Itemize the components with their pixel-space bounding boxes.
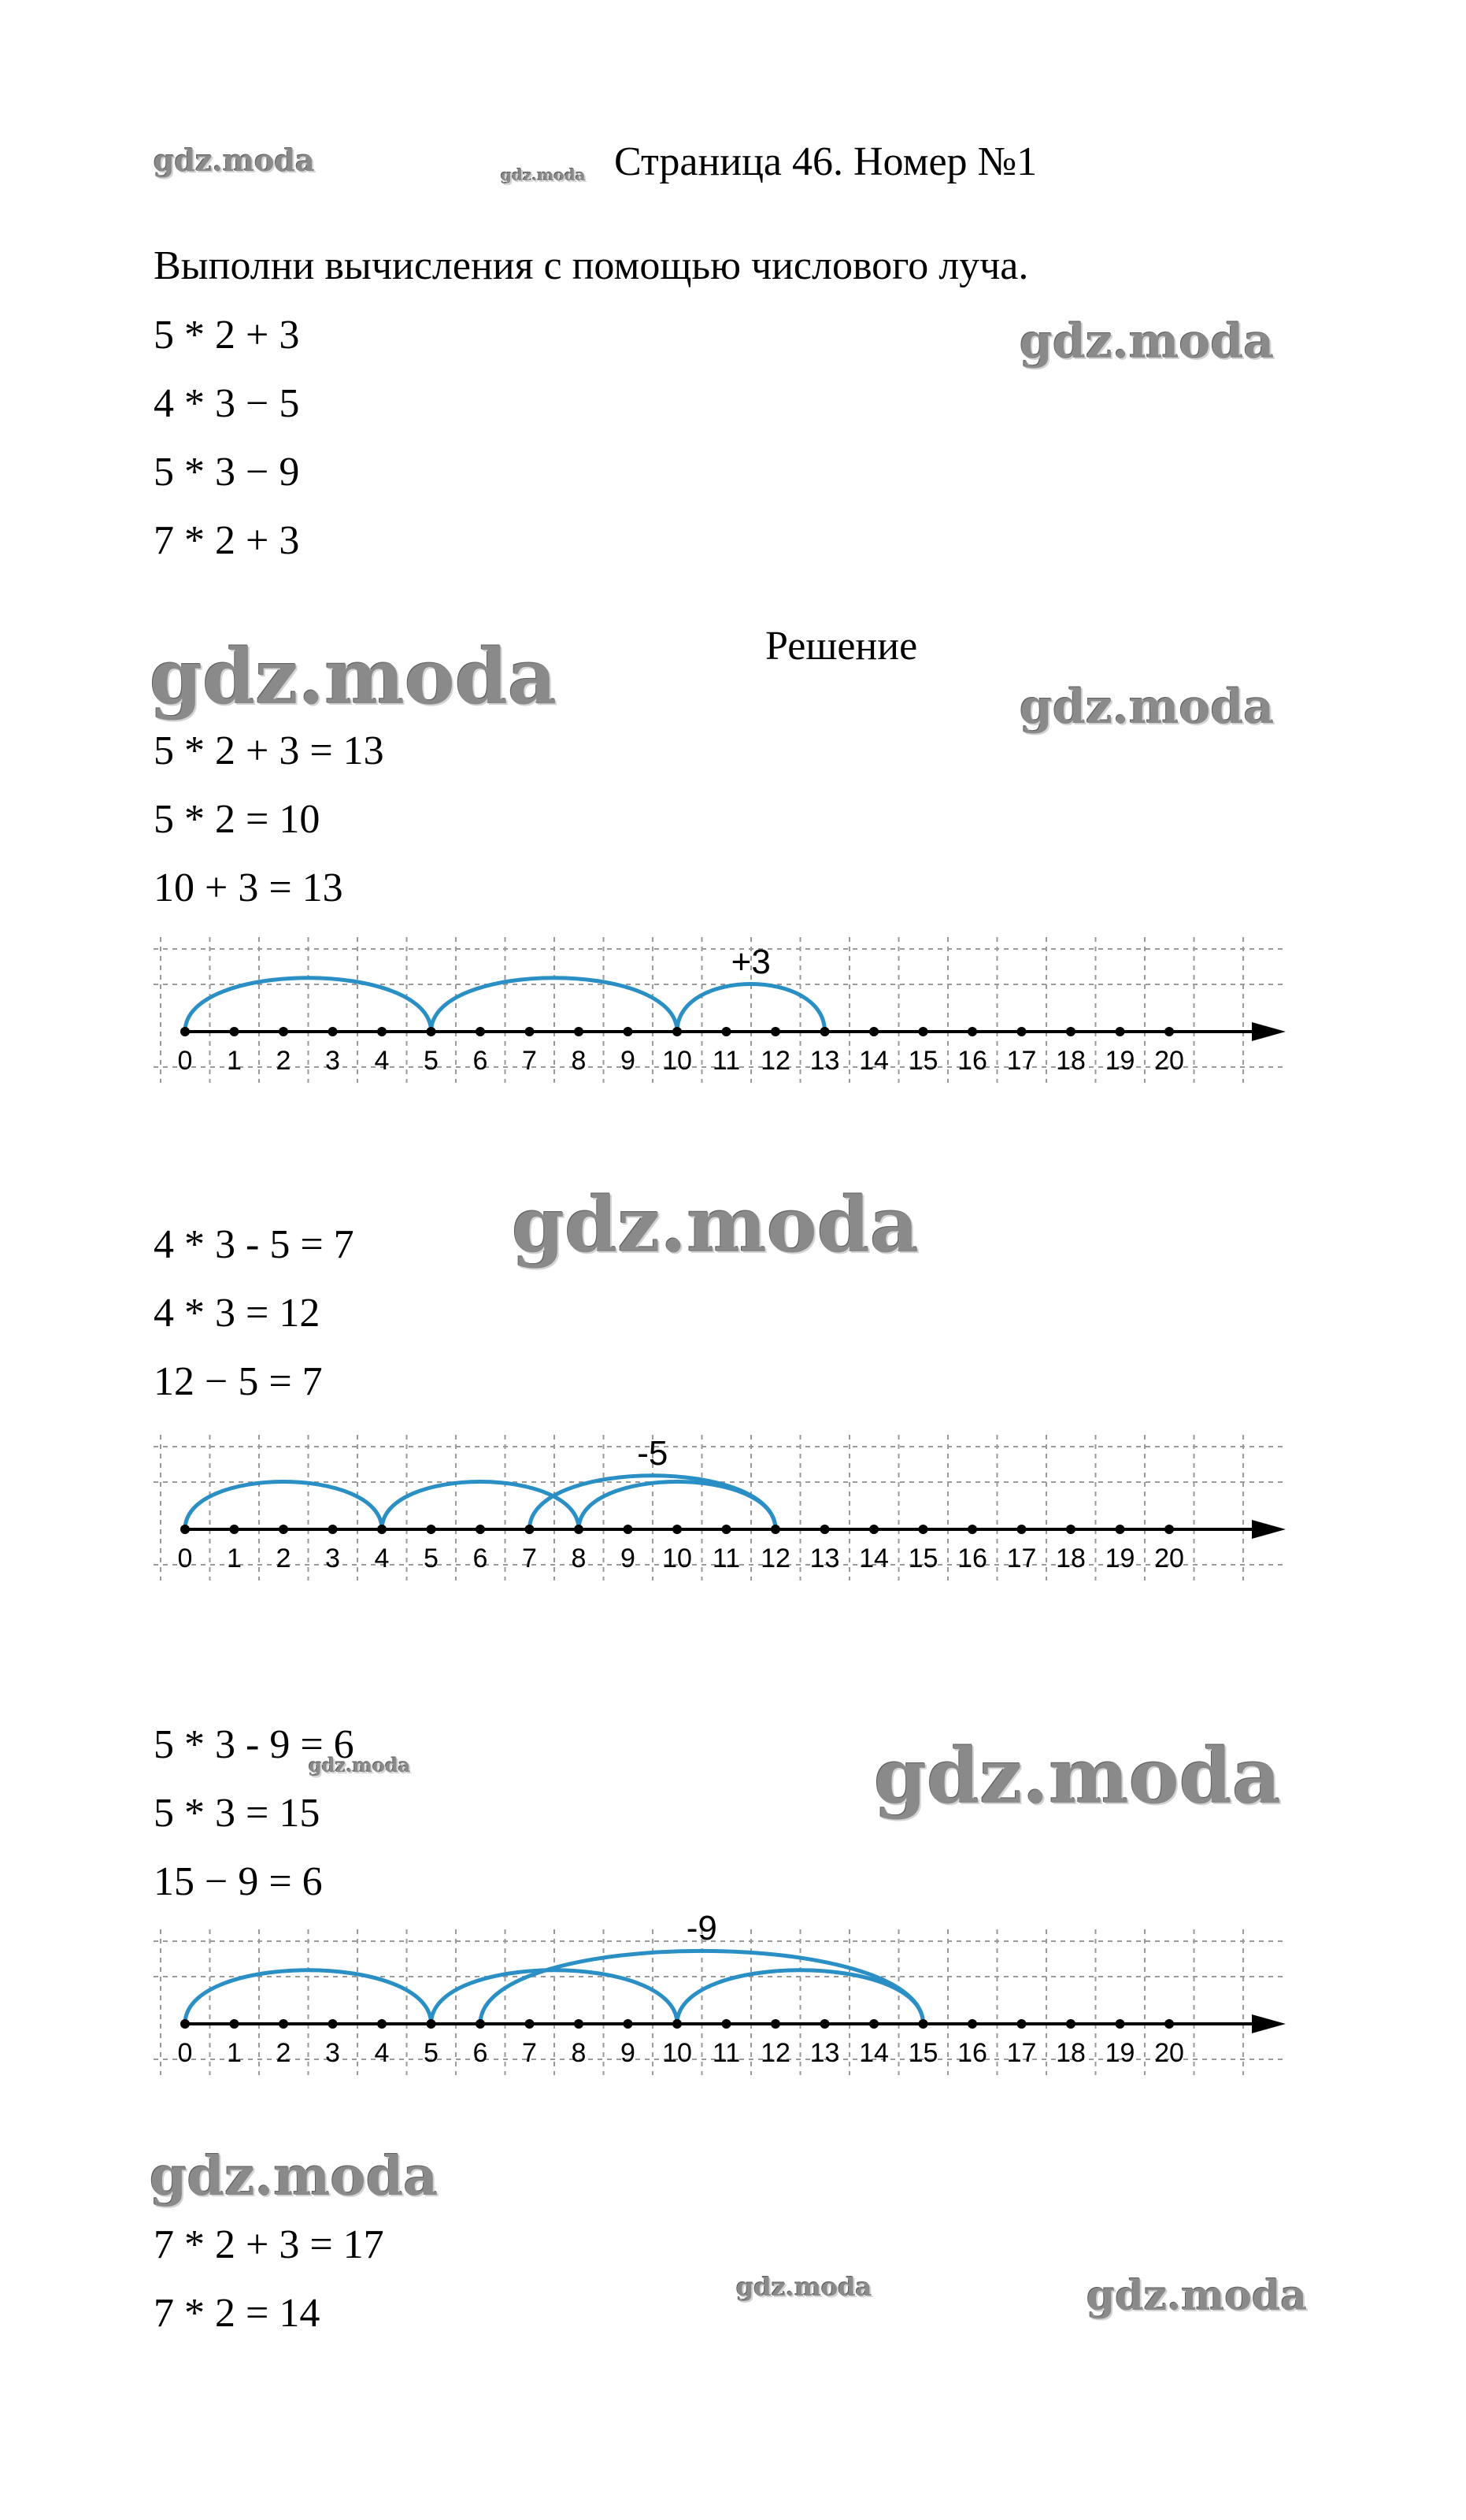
tick-label: 13 [809,2038,840,2068]
solution-line: 4 * 3 = 12 [154,1291,320,1336]
tick-label: 9 [620,2038,635,2068]
tick-label: 7 [522,1544,537,1573]
tick-dot [624,2019,633,2029]
tick-label: 8 [571,1544,587,1573]
tick-dot [230,1525,239,1534]
watermark: gdz.moda [874,1732,1282,1821]
tick-dot [820,1027,830,1036]
tick-label: 4 [374,1046,390,1076]
tick-label: 8 [571,2038,587,2068]
tick-label: 11 [712,1544,741,1573]
tick-label: 5 [424,1544,439,1573]
number-ray [154,1427,1287,1584]
tick-label: 9 [620,1046,635,1076]
tick-dot [1066,2019,1075,2029]
tick-label: 10 [662,1544,692,1573]
tick-dot [427,1525,436,1534]
tick-label: 15 [908,1544,938,1573]
watermark: gdz.moda [150,632,557,721]
tick-dot [180,1525,190,1534]
tick-label: 5 [424,1046,439,1076]
tick-label: 15 [908,1046,938,1076]
watermark: gdz.moda [1020,314,1275,369]
tick-dot [672,2019,682,2029]
tick-dot [377,2019,387,2029]
tick-dot [427,1027,436,1036]
axis-arrow [1252,2014,1286,2033]
tick-dot [427,2019,436,2029]
tick-dot [1017,1525,1027,1534]
tick-dot [722,1027,731,1036]
solution-line: 12 − 5 = 7 [154,1359,323,1404]
tick-label: 3 [325,1046,340,1076]
tick-dot [919,2019,928,2029]
tick-dot [968,1027,977,1036]
tick-label: 17 [1006,2038,1037,2068]
tick-label: 6 [472,2038,488,2068]
tick-label: 5 [424,2038,439,2068]
tick-dot [672,1027,682,1036]
task-expression: 5 * 2 + 3 [154,313,300,358]
watermark: gdz.moda [512,1180,920,1269]
tick-label: 17 [1006,1046,1037,1076]
tick-label: 12 [761,2038,790,2068]
tick-dot [476,2019,485,2029]
solution-heading: Решение [765,624,918,669]
tick-label: 2 [276,1046,291,1076]
watermark: gdz.moda [150,2145,439,2208]
tick-label: 16 [957,1046,987,1076]
watermark: gdz.moda [1020,680,1275,735]
tick-dot [1116,1027,1125,1036]
tick-dot [574,1525,583,1534]
tick-dot [1116,2019,1125,2029]
tick-label: 8 [571,1046,587,1076]
tick-label: 11 [712,1046,741,1076]
tick-dot [672,1525,682,1534]
tick-label: 16 [957,1544,987,1573]
tick-label: 15 [908,2038,938,2068]
tick-dot [328,1027,338,1036]
tick-dot [1164,1027,1174,1036]
tick-label: 14 [859,1544,889,1573]
tick-dot [722,1525,731,1534]
solution-line: 7 * 2 + 3 = 17 [154,2222,384,2267]
tick-dot [869,1027,879,1036]
tick-dot [919,1027,928,1036]
tick-label: 14 [859,1046,889,1076]
tick-dot [230,2019,239,2029]
tick-dot [968,2019,977,2029]
jump-arc [185,1482,382,1529]
tick-label: 13 [809,1544,840,1573]
watermark: gdz.moda [501,165,586,184]
tick-dot [525,1525,535,1534]
tick-dot [525,1027,535,1036]
tick-label: 18 [1056,1544,1086,1573]
tick-label: 19 [1105,2038,1135,2068]
axis-arrow [1252,1520,1286,1539]
tick-label: 0 [177,1046,193,1076]
tick-label: 11 [712,2038,741,2068]
tick-dot [328,1525,338,1534]
page-title: Страница 46. Номер №1 [614,139,1038,184]
axis-arrow [1252,1022,1286,1041]
solution-line: 5 * 2 + 3 = 13 [154,728,384,773]
operation-label: -5 [637,1434,668,1473]
task-expression: 4 * 3 − 5 [154,381,300,426]
tick-dot [180,2019,190,2029]
tick-dot [377,1525,387,1534]
tick-dot [180,1027,190,1036]
tick-label: 17 [1006,1544,1037,1573]
jump-arc [382,1482,579,1529]
tick-dot [574,2019,583,2029]
tick-dot [279,1027,288,1036]
solution-line: 5 * 3 = 15 [154,1791,320,1836]
tick-label: 1 [227,1544,242,1573]
tick-dot [476,1525,485,1534]
tick-dot [574,1027,583,1036]
tick-dot [820,2019,830,2029]
task-expression: 5 * 3 − 9 [154,450,300,495]
tick-dot [1017,2019,1027,2029]
tick-dot [624,1525,633,1534]
tick-dot [1066,1027,1075,1036]
tick-dot [377,1027,387,1036]
tick-label: 12 [761,1544,790,1573]
task-prompt: Выполни вычисления с помощью числового луча. [154,243,1029,288]
tick-label: 16 [957,2038,987,2068]
solution-line: 4 * 3 - 5 = 7 [154,1222,354,1267]
tick-label: 13 [809,1046,840,1076]
watermark: gdz.moda [1087,2272,1308,2320]
tick-dot [279,1525,288,1534]
tick-label: 7 [522,2038,537,2068]
tick-label: 18 [1056,2038,1086,2068]
tick-dot [1164,1525,1174,1534]
tick-dot [624,1027,633,1036]
tick-label: 20 [1154,1046,1184,1076]
watermark: gdz.moda [309,1754,411,1777]
solution-line: 7 * 2 = 14 [154,2291,320,2336]
tick-dot [279,2019,288,2029]
tick-label: 3 [325,1544,340,1573]
tick-label: 10 [662,2038,692,2068]
solution-line: 5 * 3 - 9 = 6 [154,1722,354,1767]
tick-label: 20 [1154,2038,1184,2068]
number-ray [154,1909,1287,2079]
tick-label: 4 [374,1544,390,1573]
tick-dot [869,1525,879,1534]
tick-dot [771,1027,780,1036]
tick-dot [919,1525,928,1534]
tick-dot [476,1027,485,1036]
tick-label: 10 [662,1046,692,1076]
tick-label: 19 [1105,1544,1135,1573]
tick-dot [1066,1525,1075,1534]
tick-dot [1116,1525,1125,1534]
tick-dot [722,2019,731,2029]
tick-label: 1 [227,2038,242,2068]
tick-label: 0 [177,2038,193,2068]
tick-label: 1 [227,1046,242,1076]
tick-dot [771,1525,780,1534]
tick-dot [230,1027,239,1036]
operation-label: -9 [686,1909,717,1947]
tick-dot [328,2019,338,2029]
tick-dot [1017,1027,1027,1036]
tick-label: 4 [374,2038,390,2068]
watermark: gdz.moda [736,2272,872,2302]
tick-label: 2 [276,1544,291,1573]
tick-dot [1164,2019,1174,2029]
operation-label: +3 [731,943,771,981]
solution-line: 15 − 9 = 6 [154,1859,323,1904]
tick-label: 2 [276,2038,291,2068]
tick-label: 12 [761,1046,790,1076]
tick-dot [525,2019,535,2029]
tick-label: 18 [1056,1046,1086,1076]
tick-dot [968,1525,977,1534]
tick-label: 14 [859,2038,889,2068]
tick-label: 9 [620,1544,635,1573]
tick-dot [869,2019,879,2029]
tick-label: 6 [472,1544,488,1573]
task-expression: 7 * 2 + 3 [154,518,300,563]
jump-arc [579,1482,776,1529]
solution-line: 5 * 2 = 10 [154,797,320,842]
tick-label: 3 [325,2038,340,2068]
tick-dot [771,2019,780,2029]
solution-line: 10 + 3 = 13 [154,865,343,910]
tick-label: 6 [472,1046,488,1076]
tick-label: 0 [177,1544,193,1573]
watermark: gdz.moda [154,143,315,178]
tick-label: 7 [522,1046,537,1076]
number-ray [154,929,1287,1087]
tick-label: 20 [1154,1544,1184,1573]
tick-dot [820,1525,830,1534]
tick-label: 19 [1105,1046,1135,1076]
